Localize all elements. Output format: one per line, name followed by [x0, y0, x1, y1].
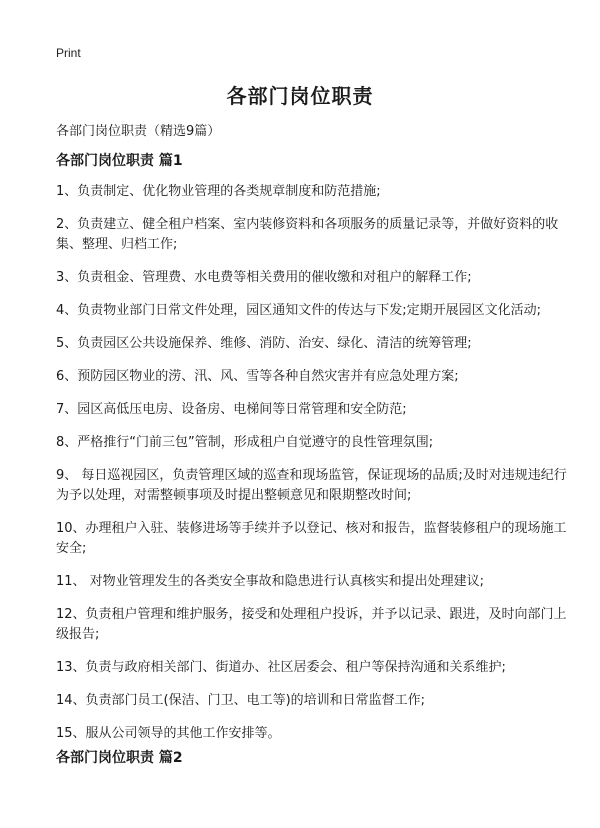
- duty-item-5: 5、负责园区公共设施保养、维修、消防、治安、绿化、清洁的统筹管理;: [56, 336, 472, 351]
- duty-item-14: 14、负责部门员工(保洁、门卫、电工等)的培训和日常监督工作;: [56, 693, 426, 708]
- print-label: Print: [56, 46, 81, 60]
- document-subtitle: 各部门岗位职责（精选9篇）: [56, 124, 221, 139]
- duty-item-10: 10、办理租户入驻、装修进场等手续并予以登记、核对和报告，监督装修租户的现场施工安全;: [56, 521, 567, 556]
- duty-item-2: 2、负责建立、健全租户档案、室内装修资料和各项服务的质量记录等，并做好资料的收集、整理、归档工作;: [56, 217, 559, 252]
- duty-item-13: 13、负责与政府相关部门、街道办、社区居委会、租户等保持沟通和关系维护;: [56, 660, 506, 675]
- duty-item-4: 4、负责物业部门日常文件处理，园区通知文件的传达与下发;定期开展园区文化活动;: [56, 303, 542, 318]
- duty-item-6: 6、预防园区物业的涝、汛、风、雪等各种自然灾害并有应急处理方案;: [56, 369, 459, 384]
- document-title: 各部门岗位职责: [226, 84, 374, 108]
- duty-item-12: 12、负责租户管理和维护服务，接受和处理租户投诉，并予以记录、跟进，及时向部门上级报告;: [56, 607, 567, 642]
- duty-item-7: 7、园区高低压电房、设备房、电梯间等日常管理和安全防范;: [56, 402, 407, 417]
- section-heading-1: 各部门岗位职责 篇1: [56, 153, 183, 169]
- duty-item-9: 9、 每日巡视园区，负责管理区域的巡查和现场监管，保证现场的品质;及时对违规违纪行为予以处理，对需整顿事项及时提出整顿意见和限期整改时间;: [56, 468, 567, 503]
- duty-item-11: 11、 对物业管理发生的各类安全事故和隐患进行认真核实和提出处理建议;: [56, 574, 485, 589]
- duty-item-1: 1、负责制定、优化物业管理的各类规章制度和防范措施;: [56, 184, 381, 199]
- duty-list: [56, 182, 576, 757]
- duty-item-3: 3、负责租金、管理费、水电费等相关费用的催收缴和对租户的解释工作;: [56, 270, 472, 285]
- duty-item-8: 8、严格推行“门前三包”管制，形成租户自觉遵守的良性管理氛围;: [56, 435, 434, 450]
- section-heading-2: 各部门岗位职责 篇2: [56, 750, 183, 766]
- duty-item-15: 15、服从公司领导的其他工作安排等。: [56, 726, 281, 741]
